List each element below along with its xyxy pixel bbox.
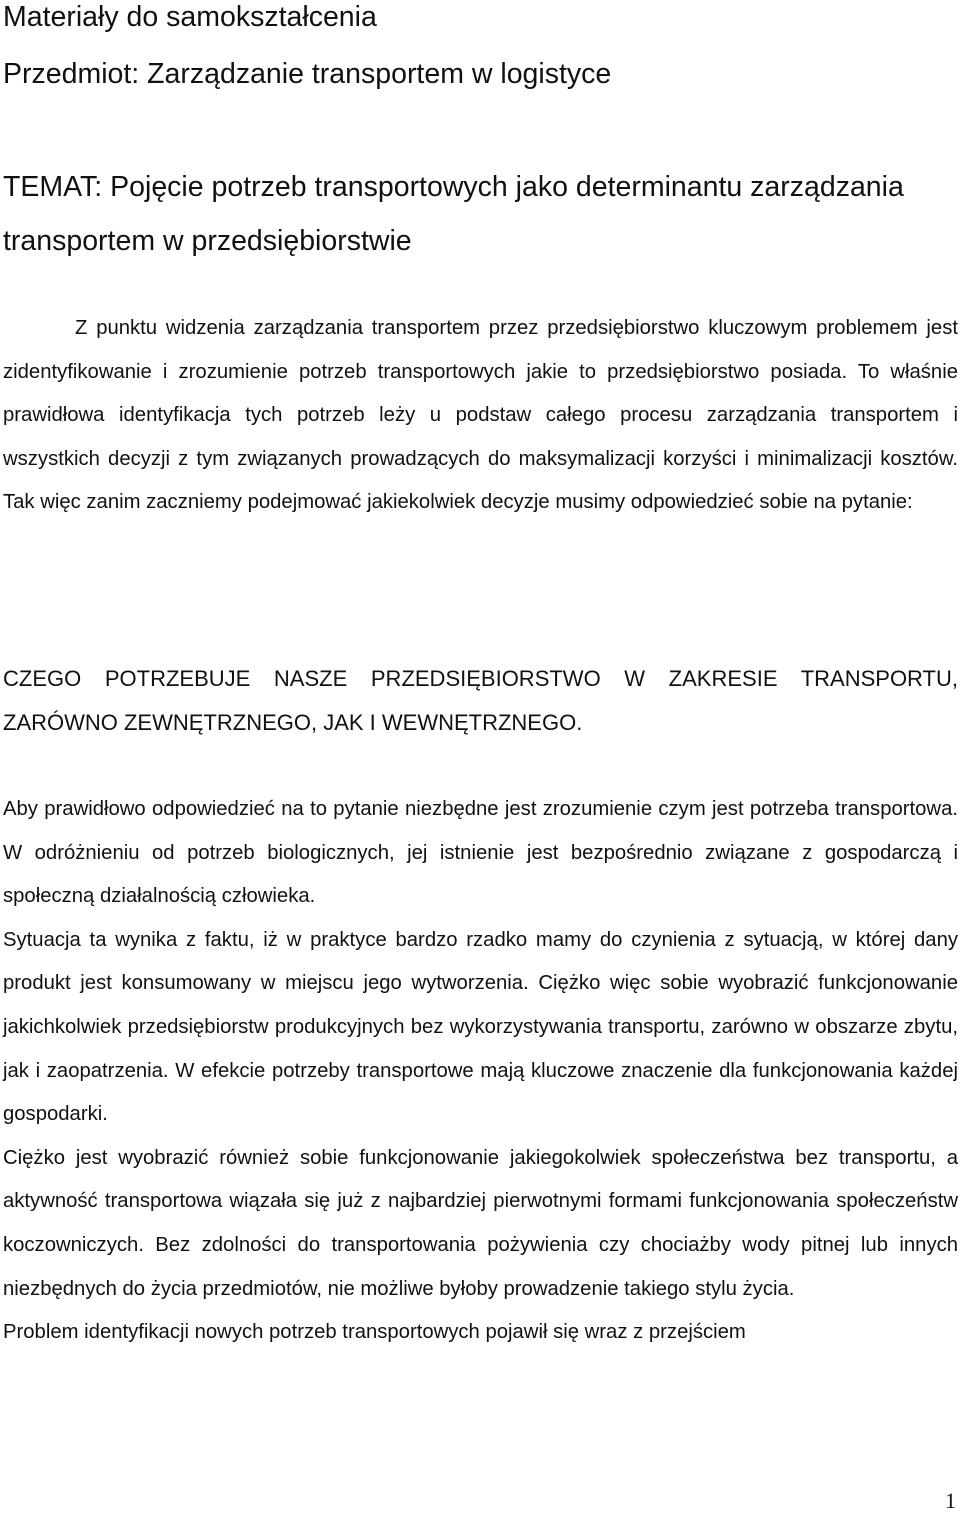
header-title: Materiały do samokształcenia <box>3 1 377 33</box>
topic-heading: TEMAT: Pojęcie potrzeb transportowych jako determinantu zarządzania transportem w przedsiębiorstwie <box>3 171 904 257</box>
paragraph-intro: Z punktu widzenia zarządzania transportem przez przedsiębiorstwo kluczowym problemem jest zidentyfikowanie i zrozumienie potrzeb transportowych jakie to przedsiębiorstwo posiada. To właśnie prawidłowa identyfikacja tych potrzeb leży u podstaw całego procesu zarządzania transportem i wszystkich decyzji z tym związanych prowadzących do maksymalizacji korzyści i minimalizacji kosztów. Tak więc zanim zaczniemy podejmować jakiekolwiek decyzje musimy odpowiedzieć sobie na pytanie: <box>3 317 958 514</box>
question-heading: CZEGO POTRZEBUJE NASZE PRZEDSIĘBIORSTWO W ZAKRESIE TRANSPORTU, ZARÓWNO ZEWNĘTRZNEGO, JAK I WEWNĘTRZNEGO. <box>3 666 958 735</box>
page-number: 1 <box>945 1488 956 1513</box>
paragraph-definition: Aby prawidłowo odpowiedzieć na to pytanie niezbędne jest zrozumienie czym jest potrzeba transportowa. W odróżnieniu od potrzeb biologicznych, jej istnienie jest bezpośrednio związane z gospodarczą i społeczną działalnością człowieka. <box>3 798 958 908</box>
body-section-2 <box>3 788 958 1355</box>
body-section-1 <box>3 307 958 525</box>
paragraph-society: Ciężko jest wyobrazić również sobie funkcjonowanie jakiegokolwiek społeczeństwa bez transportu, a aktywność transportowa wiązała się już z najbardziej pierwotnymi formami funkcjonowania społeczeństw koczowniczych. Bez zdolności do transportowania pożywienia czy chociażby wody pitnej lub innych niezbędnych do życia przedmiotów, nie możliwe byłoby prowadzenie takiego stylu życia. <box>3 1146 958 1300</box>
paragraph-situation: Sytuacja ta wynika z faktu, iż w praktyce bardzo rzadko mamy do czynienia z sytuacją, w której dany produkt jest konsumowany w miejscu jego wytworzenia. Ciężko więc sobie wyobrazić funkcjonowanie jakichkolwiek przedsiębiorstw produkcyjnych bez wykorzystywania transportu, zarówno w obszarze zbytu, jak i zaopatrzenia. W efekcie potrzeby transportowe mają kluczowe znaczenie dla funkcjonowania każdej gospodarki. <box>3 928 958 1126</box>
paragraph-problem: Problem identyfikacji nowych potrzeb transportowych pojawił się wraz z przejściem <box>3 1321 746 1344</box>
subject-line: Przedmiot: Zarządzanie transportem w logistyce <box>3 58 612 90</box>
